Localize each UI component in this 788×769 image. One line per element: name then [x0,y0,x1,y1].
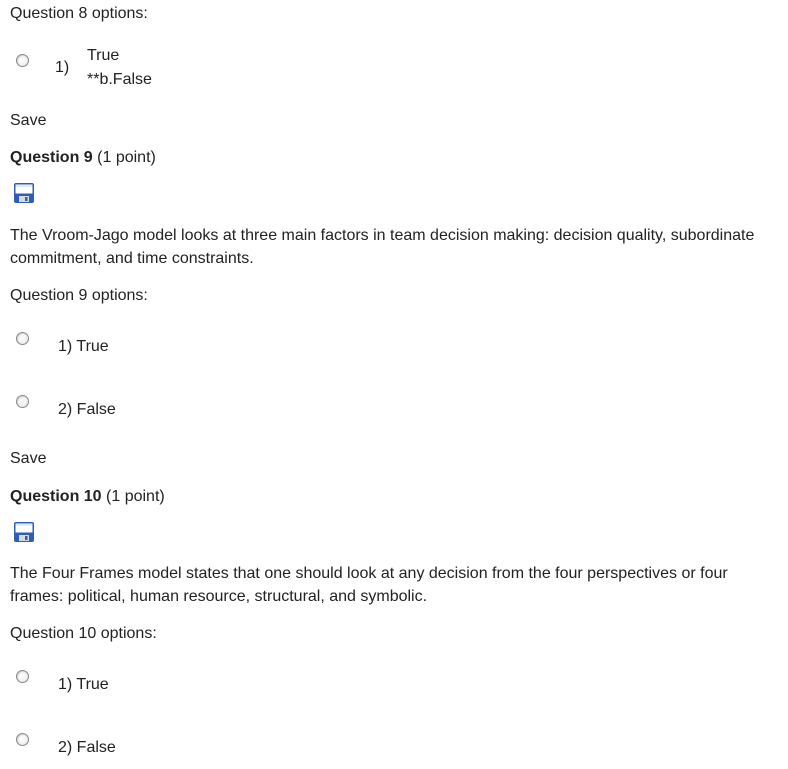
question-9-option-1-label: 1) True [58,338,109,355]
question-10-option-2-label: 2) False [58,739,116,756]
question-10-option-2-radio[interactable] [16,733,29,746]
question-9-heading [10,148,156,168]
question-9-title: Question 9 [10,149,93,166]
question-9-points: (1 point) [97,149,156,166]
question-10-text: The Four Frames model states that one should look at any decision from the four perspectives or four frames: political, human resource, structural, and symbolic. [10,565,728,605]
question-9-text: The Vroom-Jago model looks at three main factors in team decision making: decision quality, subordinate commitment, and time constraints. [10,227,755,267]
question-8-options-label: Question 8 options: [10,5,148,22]
question-8-option-1-line2: **b.False [87,71,152,88]
floppy-disk-icon[interactable] [13,521,35,543]
question-10-title: Question 10 [10,488,102,505]
question-8-option-1-line1: True [87,47,120,64]
question-9-option-2-radio[interactable] [16,395,29,408]
save-label: Save [10,450,47,467]
floppy-disk-icon[interactable] [13,182,35,204]
question-10-points: (1 point) [106,488,165,505]
question-8-option-1-radio[interactable] [16,54,29,67]
question-8-option-1-number: 1) [55,59,70,76]
question-10-heading [10,487,165,507]
save-label: Save [10,112,47,129]
question-10-option-1-label: 1) True [58,676,109,693]
question-9-option-1-radio[interactable] [16,332,29,345]
question-9-option-2-label: 2) False [58,401,116,418]
question-10-options-label: Question 10 options: [10,625,157,642]
question-10-option-1-radio[interactable] [16,670,29,683]
question-9-options-label: Question 9 options: [10,287,148,304]
